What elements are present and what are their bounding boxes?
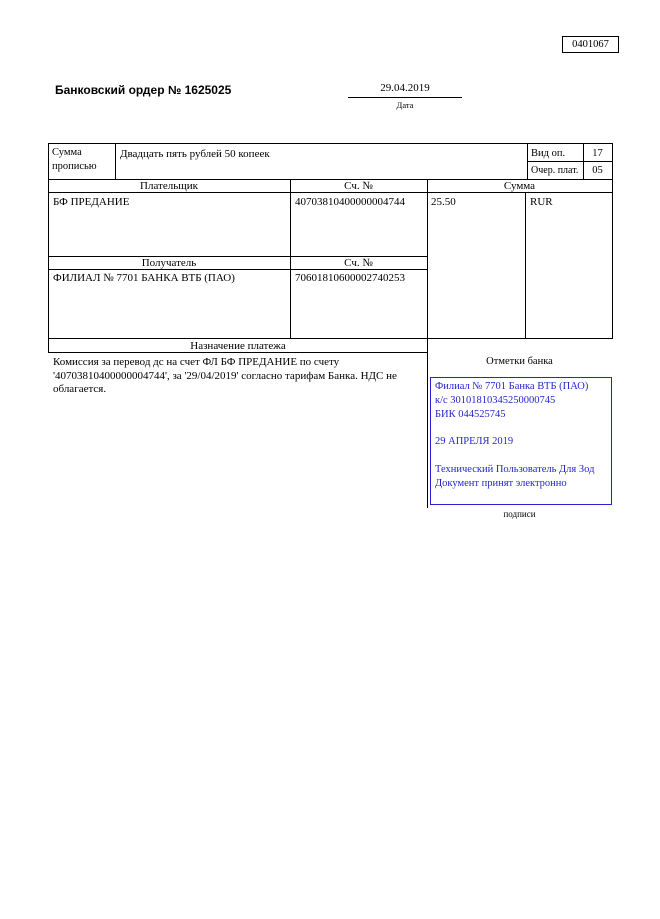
amount-header: Сумма	[503, 180, 536, 192]
amount-value: 25.50	[431, 196, 456, 208]
stamp-line-bik: БИК 044525745	[435, 408, 506, 420]
date-label: Дата	[396, 100, 414, 110]
payer-account-header: Сч. №	[344, 180, 373, 192]
table-border-left	[48, 143, 49, 353]
signatures-label: подписи	[503, 509, 536, 519]
payer-name: БФ ПРЕДАНИЕ	[53, 196, 130, 208]
recipient-name: ФИЛИАЛ № 7701 БАНКА ВТБ (ПАО)	[53, 272, 235, 284]
stamp-line-blank-1	[435, 421, 607, 435]
amount-words-value: Двадцать пять рублей 50 копеек	[120, 148, 270, 160]
table-border-currency-col	[525, 192, 526, 339]
stamp-line-blank-2	[435, 449, 607, 463]
date-value: 29.04.2019	[380, 82, 430, 94]
amount-currency: RUR	[530, 196, 553, 208]
amount-words-label: Сумма прописью	[52, 147, 97, 172]
purpose-text: Комиссия за перевод дс на счет ФЛ БФ ПРЕДАНИЕ по счету '40703810400000004744', за '29/04/2019' согласно тарифам Банка. НДС не облагается.	[53, 356, 397, 395]
payer-account: 40703810400000004744	[295, 196, 405, 208]
form-code-box	[562, 36, 619, 53]
stamp-line-user: Технический Пользователь Для Зод	[435, 463, 595, 475]
recipient-account: 70601810600002740253	[295, 272, 405, 284]
stamp-line-branch: Филиал № 7701 Банка ВТБ (ПАО)	[435, 381, 589, 392]
payment-priority-label: Очер. плат.	[531, 165, 579, 176]
bank-marks-header: Отметки банка	[486, 356, 553, 367]
purpose-header: Назначение платежа	[190, 340, 286, 352]
form-code-value: 0401067	[572, 39, 609, 50]
stamp-line-accepted: Документ принят электронно	[435, 477, 567, 489]
bank-stamp	[430, 377, 612, 505]
operation-type-value: 17	[592, 148, 603, 159]
operation-type-label: Вид оп.	[531, 148, 566, 159]
table-border-op-split	[527, 161, 613, 162]
payer-header: Плательщик	[140, 180, 198, 192]
recipient-account-header: Сч. №	[344, 257, 373, 269]
stamp-line-corr-account: к/с 30101810345250000745	[435, 394, 556, 406]
table-border-op-left	[527, 143, 528, 180]
table-border-row6	[48, 338, 613, 339]
page-title: Банковский ордер № 1625025	[55, 83, 232, 97]
stamp-line-date: 29 АПРЕЛЯ 2019	[435, 436, 514, 448]
payment-priority-value: 05	[592, 165, 603, 176]
table-border-top	[48, 143, 613, 144]
table-border-right	[612, 143, 613, 339]
table-border-amount-words	[115, 143, 116, 180]
date-underline	[348, 97, 462, 98]
recipient-header: Получатель	[141, 257, 197, 269]
